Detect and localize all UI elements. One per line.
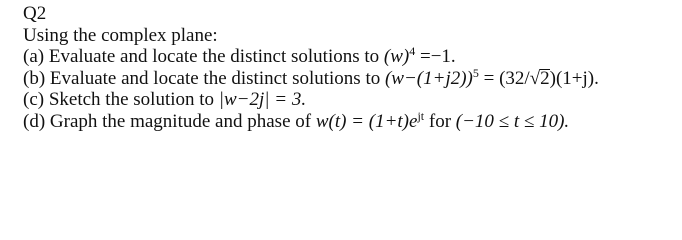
part-b-exponent: 5: [472, 65, 479, 80]
sqrt-argument: 2: [540, 67, 550, 89]
part-b-text: Evaluate and locate the distinct solutions to: [49, 67, 381, 89]
part-b-equals: = (32/: [478, 67, 530, 89]
part-d: [23, 108, 678, 133]
part-c-label: (c): [23, 89, 45, 110]
part-d-exponent: jt: [417, 108, 425, 123]
part-a-expr-base: (w): [383, 46, 410, 67]
question-intro-text: Using the complex plane:: [23, 24, 218, 46]
question-block: [23, 3, 678, 132]
part-c-expr: |w−2j| = 3.: [218, 89, 307, 110]
part-d-range: (−10 ≤ t ≤ 10).: [455, 110, 570, 132]
part-c-text: Sketch the solution to: [48, 89, 215, 110]
question-intro: [23, 25, 678, 47]
part-d-text: Graph the magnitude and phase of: [49, 110, 312, 132]
part-a-rhs: =−1.: [415, 46, 456, 67]
part-a-text: Evaluate and locate the distinct solutions to: [48, 46, 380, 67]
part-b-sqrt: [530, 68, 550, 90]
part-a: [23, 46, 678, 68]
part-b-label: (b): [23, 67, 46, 89]
part-b-expr-base: (w−(1+j2)): [384, 67, 473, 89]
question-number: [23, 3, 678, 25]
part-b: [23, 65, 678, 90]
part-a-label: (a): [23, 46, 45, 67]
part-c: [23, 89, 678, 111]
part-b-tail: )(1+j).: [549, 67, 599, 89]
part-a-exponent: 4: [409, 44, 416, 58]
part-d-for: for: [428, 110, 452, 132]
part-d-label: (d): [23, 110, 46, 132]
question-number-text: Q2: [23, 3, 47, 24]
part-d-expr-lhs: w(t) = (1+t)e: [315, 110, 418, 132]
sqrt-symbol: √: [529, 67, 541, 89]
